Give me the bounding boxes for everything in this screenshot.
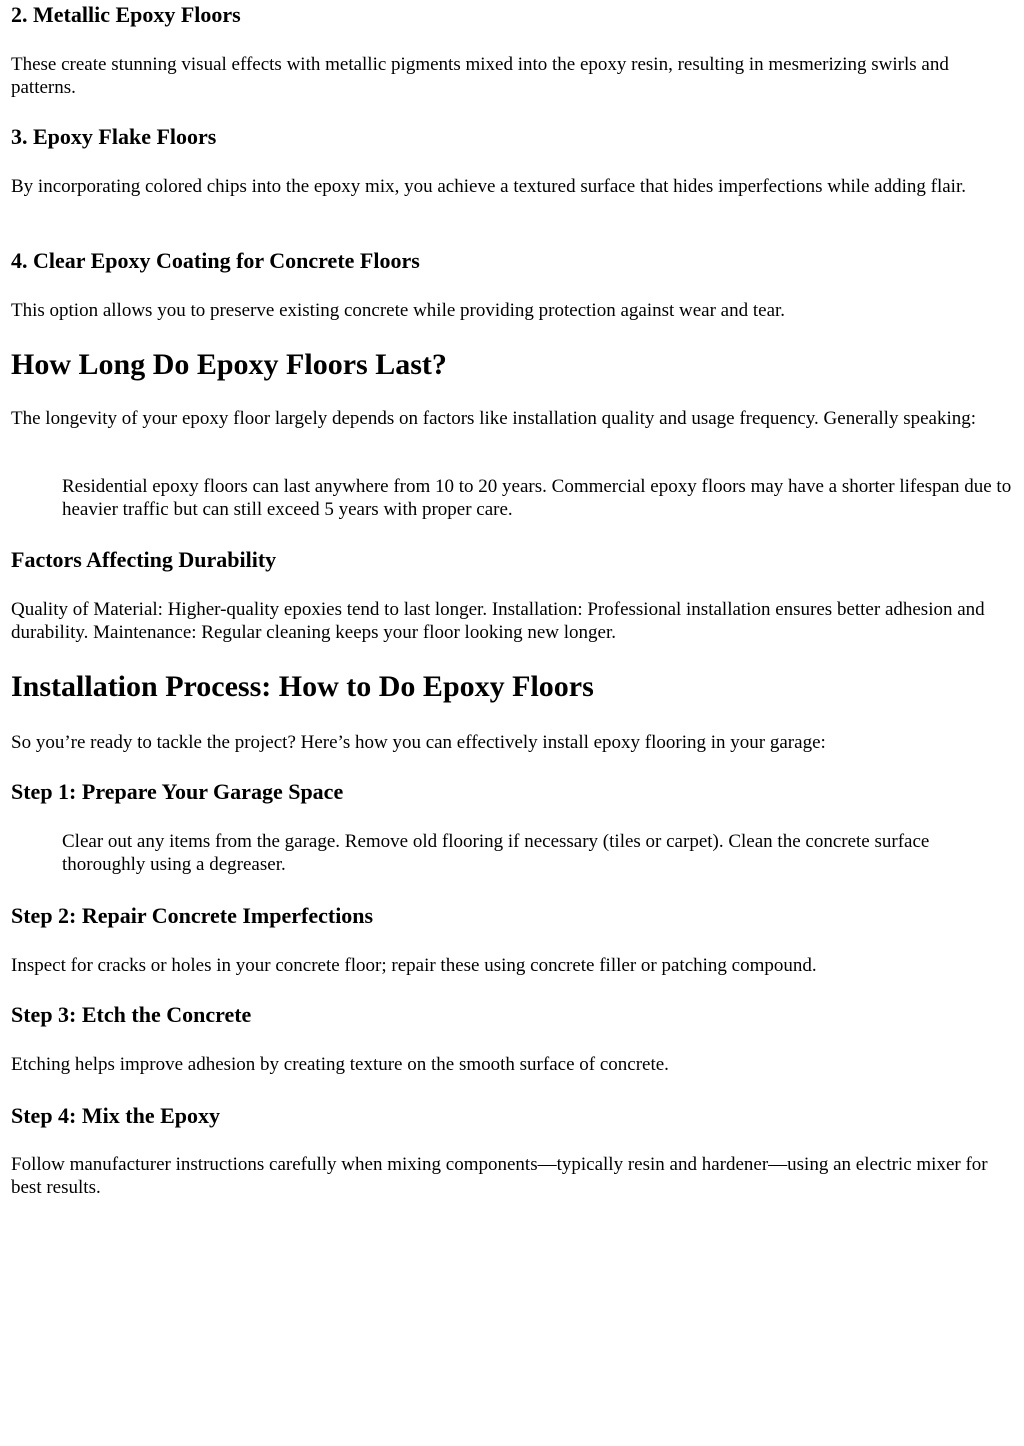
step3-heading: Step 3: Etch the Concrete	[11, 1002, 252, 1027]
longevity-quote: Residential epoxy floors can last anywhere from 10 to 20 years. Commercial epoxy floors may have a shorter lifespan due to heavier traffic but can still exceed 5 years with proper care.	[62, 476, 1012, 520]
flake-heading: 3. Epoxy Flake Floors	[11, 124, 217, 149]
clear-coating-paragraph: This option allows you to preserve existing concrete while providing protection against wear and tear.	[11, 300, 786, 321]
factors-paragraph: Quality of Material: Higher-quality epoxies tend to last longer. Installation: Professional installation ensures better adhesion and durability. Maintenance: Regular cleaning keeps your floor looking new longer.	[11, 599, 985, 643]
longevity-heading: How Long Do Epoxy Floors Last?	[11, 348, 447, 381]
flake-paragraph: By incorporating colored chips into the epoxy mix, you achieve a textured surface that hides imperfections while adding flair.	[11, 176, 966, 197]
clear-coating-heading: 4. Clear Epoxy Coating for Concrete Floors	[11, 248, 420, 273]
step2-heading: Step 2: Repair Concrete Imperfections	[11, 903, 374, 928]
metallic-paragraph: These create stunning visual effects with metallic pigments mixed into the epoxy resin, resulting in mesmerizing swirls and patterns.	[11, 54, 949, 98]
step4-paragraph: Follow manufacturer instructions carefully when mixing components—typically resin and hardener—using an electric mixer for best results.	[11, 1154, 988, 1198]
step1-heading: Step 1: Prepare Your Garage Space	[11, 779, 344, 804]
step4-heading: Step 4: Mix the Epoxy	[11, 1103, 220, 1128]
installation-paragraph: So you’re ready to tackle the project? Here’s how you can effectively install epoxy flooring in your garage:	[11, 732, 826, 753]
longevity-paragraph: The longevity of your epoxy floor largely depends on factors like installation quality and usage frequency. Generally speaking:	[11, 408, 977, 429]
step2-paragraph: Inspect for cracks or holes in your concrete floor; repair these using concrete filler or patching compound.	[11, 955, 817, 976]
installation-heading: Installation Process: How to Do Epoxy Floors	[11, 670, 594, 703]
step1-quote: Clear out any items from the garage. Remove old flooring if necessary (tiles or carpet). Clean the concrete surface thoroughly using a degreaser.	[62, 831, 930, 875]
step3-paragraph: Etching helps improve adhesion by creating texture on the smooth surface of concrete.	[11, 1054, 669, 1075]
factors-heading: Factors Affecting Durability	[11, 547, 277, 572]
metallic-heading: 2. Metallic Epoxy Floors	[11, 2, 241, 27]
